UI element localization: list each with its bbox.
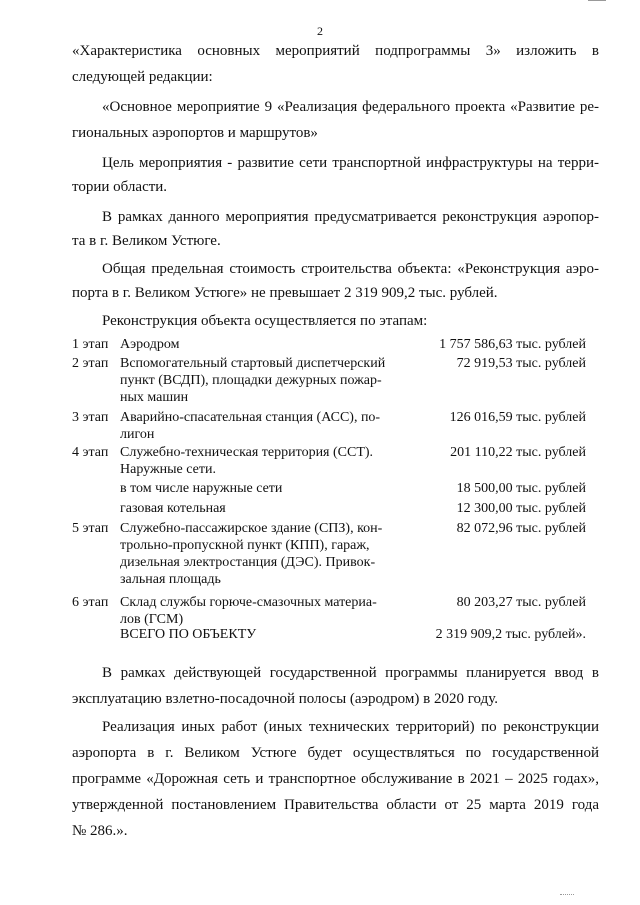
stage-amount: 80 203,27 тыс. рублей [456,595,586,610]
stage-description: ВСЕГО ПО ОБЪЕКТУ [120,627,257,642]
stage-description: дизельная электростанция (ДЭС). Привок- [120,555,376,570]
stage-label: 2 этап [72,356,109,371]
stage-description: Служебно-пассажирское здание (СПЗ), кон- [120,521,383,536]
intro-line: «Характеристика основных мероприятий подпрограммы 3» изложить в [72,43,599,59]
other-works-line: Реализация иных работ (иных технических территорий) по реконструкции [102,719,599,735]
stage-description: Склад службы горюче-смазочных материа- [120,595,377,610]
stage-amount: 1 757 586,63 тыс. рублей [439,337,586,352]
stages-intro: Реконструкция объекта осуществляется по этапам: [102,313,428,329]
stage-description: газовая котельная [120,501,226,516]
stage-description: лов (ГСМ) [120,612,184,627]
corner-mark [588,0,606,5]
stage-description: в том числе наружные сети [120,481,283,496]
stage-amount: 18 500,00 тыс. рублей [456,481,586,496]
stage-amount: 12 300,00 тыс. рублей [456,501,586,516]
runway-line: В рамках действующей государственной программы планируется ввод в [102,665,599,681]
other-works-line: № 286.». [72,823,128,839]
stage-description: лигон [120,427,155,442]
stage-description: трольно-пропускной пункт (КПП), гараж, [120,538,370,553]
stage-label: 3 этап [72,410,109,425]
cost-line: Общая предельная стоимость строительства объекта: «Реконструкция аэро- [102,261,599,277]
runway-line: эксплуатацию взлетно-посадочной полосы (аэродром) в 2020 году. [72,691,498,707]
stage-amount: 126 016,59 тыс. рублей [449,410,586,425]
scope-line: В рамках данного мероприятия предусматривается реконструкция аэропор- [102,209,599,225]
scope-line: та в г. Великом Устюге. [72,233,221,249]
stage-description: Вспомогательный стартовый диспетчерский [120,356,386,371]
stage-description: Служебно-техническая территория (ССТ). [120,445,374,460]
page-number: 2 [317,24,323,38]
stage-description: пункт (ВСДП), площадки дежурных пожар- [120,373,382,388]
stage-label: 1 этап [72,337,109,352]
stage-amount: 82 072,96 тыс. рублей [456,521,586,536]
goal-line: тории области. [72,179,168,195]
stage-description: Аварийно-спасательная станция (АСС), по- [120,410,381,425]
goal-line: Цель мероприятия - развитие сети транспортной инфраструктуры на терри- [102,155,599,171]
other-works-line: программе «Дорожная сеть и транспортное обслуживание в 2021 – 2025 годах», [72,771,599,787]
other-works-line: аэропорта в г. Великом Устюге будет осуществляться по государственной [72,745,599,761]
stage-description: Наружные сети. [120,462,216,477]
stage-amount: 201 110,22 тыс. рублей [450,445,586,460]
measure-line: «Основное мероприятие 9 «Реализация федерального проекта «Развитие ре- [102,99,599,115]
stage-label: 6 этап [72,595,109,610]
stage-description: ных машин [120,390,189,405]
other-works-line: утвержденной постановлением Правительства области от 25 марта 2019 года [72,797,599,813]
bottom-mark [560,894,574,897]
intro-line: следующей редакции: [72,69,213,85]
stage-description: Аэродром [120,337,180,352]
stage-amount: 2 319 909,2 тыс. рублей». [435,627,586,642]
cost-line: порта в г. Великом Устюге» не превышает 2 319 909,2 тыс. рублей. [72,285,498,301]
stage-amount: 72 919,53 тыс. рублей [456,356,586,371]
measure-line: гиональных аэропортов и маршрутов» [72,125,318,141]
stage-description: зальная площадь [120,572,221,587]
stage-label: 5 этап [72,521,109,536]
stage-label: 4 этап [72,445,109,460]
